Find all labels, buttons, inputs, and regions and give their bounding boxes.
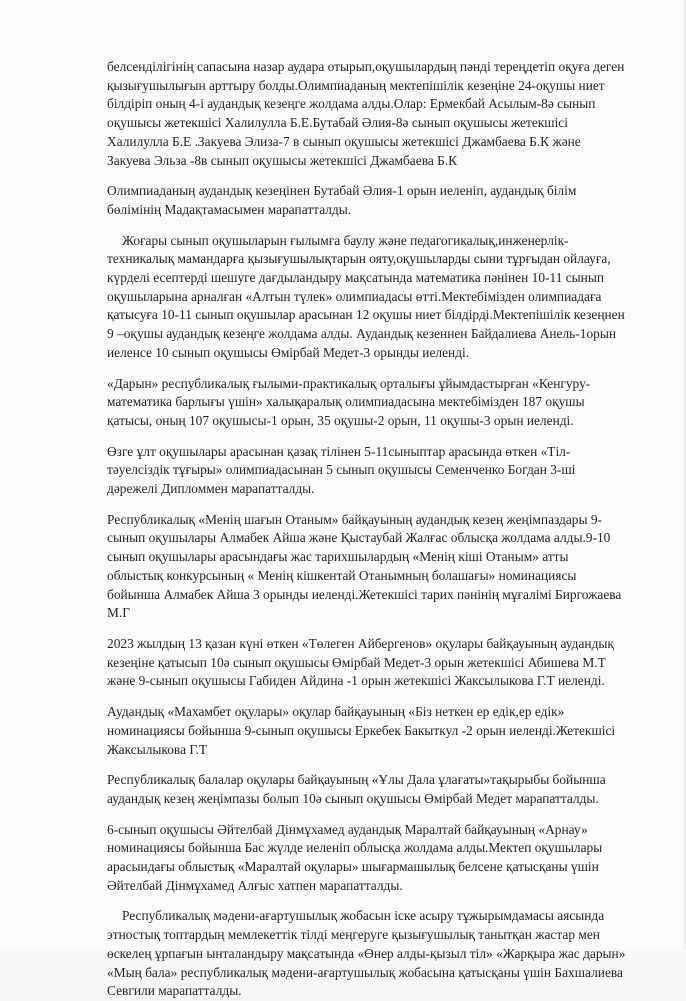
paragraph-menin-shagyn-otanym: Республикалық «Менің шағын Отаным» байқауының аудандық кезең жеңімпаздары 9-сынып оқушылары Алмабек Айша және Қыстаубай Жалғас облысқа жолдама алды.9-10 сынып оқушылары арасындағы жас тарихшылардың «Менің кіші Отаным» атты облыстық конкурсының « Менің кішкентай Отанымның болашағы» номинациясы бойынша Алмабек Айша 3 орынды иеленді.Жетекшісі тарих пәнінің мұғалімі Биргожаева М.Г (107, 511, 622, 621)
paragraph-makhambet: Аудандық «Махамбет оқулары» оқулар байқауының «Біз неткен ер едік,ер едік» номинациясы бойынша 9-сынып оқушысы Еркебек Бакыткул -2 орын иеленді.Жетекшісі Жаксылыкова Г.Т (107, 704, 616, 757)
paragraph-til-tauelsizdik: Өзге ұлт оқушылары арасынан қазақ тілінен 5-11сыныптар арасында өткен «Тіл-тәуелсіздік тұғыры» олимпиадасынан 5 сынып оқушысы Семенченко Богдан 3-ші дәрежелі Дипломмен марапатталды. (107, 443, 576, 497)
paragraph-maraltai: 6-сынып оқушысы Әйтелбай Дінмұхамед аудандық Маралтай байқауының «Арнау» номинациясы бойынша Бас жүлде иеленіп облысқа жолдама алды.Мектеп оқушылары арасындағы облыстық «Маралтай оқулары» шығармашылық белсене қатысқаны үшін Әйтелбай Дінмұхамед Алғыс хатпен марапатталды. (107, 821, 603, 893)
paragraph-cultural-project: Республикалық мәдени-ағартушылық жобасын іске асыру тұжырымдамасы аясында этностық топтардың мемлекеттік тілді меңгеруге қызығушылық танытқан жастар мен өскелең ұрпағын ынталандыру мақсатында «Өнер алды-қызыл тіл» «Жарқыра жас дарын» «Мың бала» республикалық мәдени-ағартушылық жобасына қатысқаны үшін Бахшалиева Севгили марапатталды. (107, 908, 626, 999)
paragraph-uly-dala: Республикалық балалар оқулары байқауының «Ұлы Дала ұлағаты»тақырыбы бойынша аудандық кезең жеңімпазы болып 10ә сынып оқушысы Өмірбай Медет марапатталды. (107, 772, 606, 806)
paragraph-olympiad-participants: белсенділігінің сапасына назар аудара отырып,оқушылардың пәнді тереңдетіп оқуға деген қызығушылығын арттыру болды.Олимпиаданың мектепішілік кезеңіне 24-оқушы ниет білдіріп оның 4-і аудандық кезеңге жолдама алды.Олар: Ермекбай Асылым-8ә сынып оқушысы жетекшісі Халилулла Б.Е.Бутабай Әлия-8ә сынып оқушысы жетекшісі Халилулла Б.Е .Закуева Элиза-7 в сынып оқушысы жетекшісі Джамбаева Б.К және Закуева Эльза -8в сынып оқушысы жетекшісі Джамбаева Б.К (107, 59, 625, 168)
paragraph-kangaroo: «Дарын» республикалық ғылыми-практикалық орталығы ұйымдастырған «Кенгуру-математика барлығы үшін» халықаралық олимпиадасына мектебімізден 187 оқушы қатысы, оның 107 оқушысы-1 орын, 35 оқушы-2 орын, 11 оқушы-3 орын иеленді. (107, 375, 591, 428)
paragraph-tolegen-aibergenov: 2023 жылдың 13 қазан күні өткен «Төлеген Айбергенов» оқулары байқауының аудандық кезеңіне қатысып 10ә сынып оқушысы Өмірбай Медет-3 орын жетекшісі Абишева М.Т және 9-сынып оқушысы Габиден Айдина -1 орын жетекшісі Жаксылыкова Г.Т иеленді. (107, 635, 614, 689)
paragraph-district-winner: Олимпиаданың аудандық кезеңінен Бутабай Әлия-1 орын иеленіп, аудандық білім бөлімінің Мадақтамасымен марапатталды. (107, 183, 577, 217)
paragraph-altyn-tulek: Жоғары сынып оқушыларын ғылымға баулу және педагогикалық,инженерлік-техникалық мамандарға қызығушылықтарын ояту,оқушыларды сыни тұрғыдан ойлауға, күрделі есептерді шешуге дағдыландыру мақсатында математика пәнінен 10-11 сынып оқушыларына арналған «Алтын түлек» олимпиадасы өтті.Мектебімізден олимпиадаға қатысуға 10-11 сынып оқушылар арасынан 12 оқушы ниет білдірді.Мектепішілік кезеңнен 9 –оқушы аудандық кезеңге жолдама алды. Аудандық кезеннен Байдалиева Анель-1орын иеленсе 10 сынып оқушысы Өмірбай Медет-3 орынды иеленді. (107, 232, 625, 360)
